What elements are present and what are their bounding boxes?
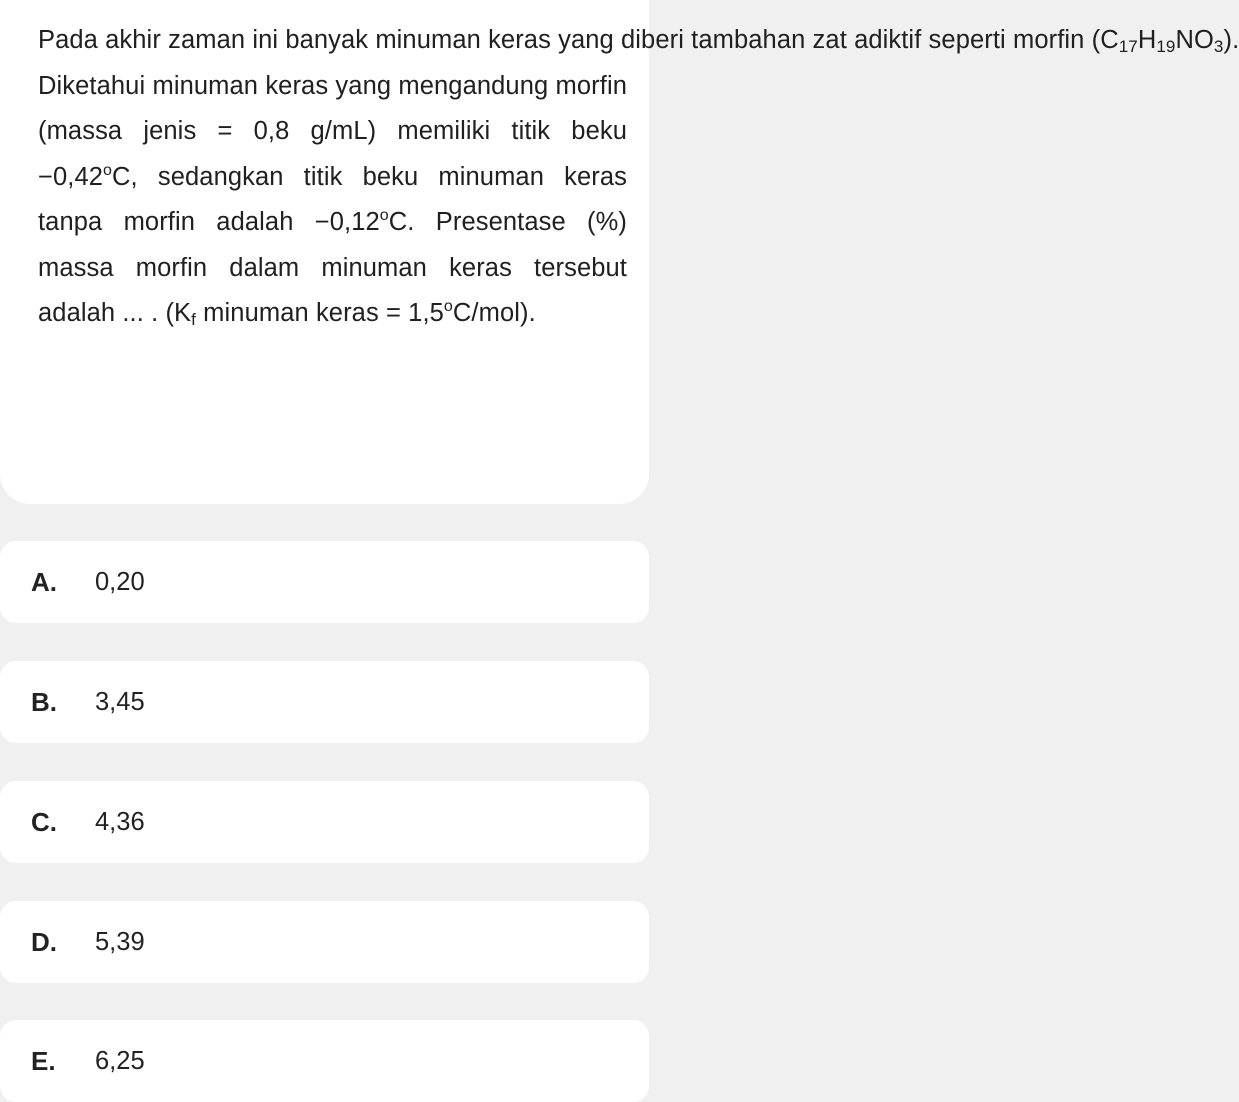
option-letter: C. — [31, 806, 57, 837]
option-letter: E. — [31, 1045, 56, 1076]
option-letter: D. — [31, 926, 57, 957]
question-card — [0, 0, 1239, 504]
option-a[interactable] — [0, 541, 649, 623]
option-letter: B. — [31, 686, 57, 717]
option-e[interactable] — [0, 1020, 649, 1102]
option-c[interactable] — [0, 781, 649, 863]
option-value: 0,20 — [95, 567, 145, 596]
option-value: 3,45 — [95, 687, 145, 716]
option-value: 6,25 — [95, 1046, 145, 1075]
option-value: 4,36 — [95, 807, 145, 836]
option-b[interactable] — [0, 661, 649, 743]
option-letter: A. — [31, 566, 57, 597]
option-value: 5,39 — [95, 927, 145, 956]
question-text: Pada akhir zaman ini banyak minuman keras yang diberi tambahan zat adiktif seperti morfin $(C_{17}H_{19}NO_3)$. Diketahui minuman keras yang mengandung morfin (massa jenis = 0,8 g/mL) memiliki titik beku $-0,42^oC$, sedangkan titik beku minuman keras tanpa morfin adalah $-0,12^oC$. Presentase (%) massa morfin dalam minuman keras tersebut adalah ... . ($K_f$ minuman keras = $1,5^oC/mol$). — [38, 26, 1239, 329]
option-d[interactable] — [0, 901, 649, 983]
